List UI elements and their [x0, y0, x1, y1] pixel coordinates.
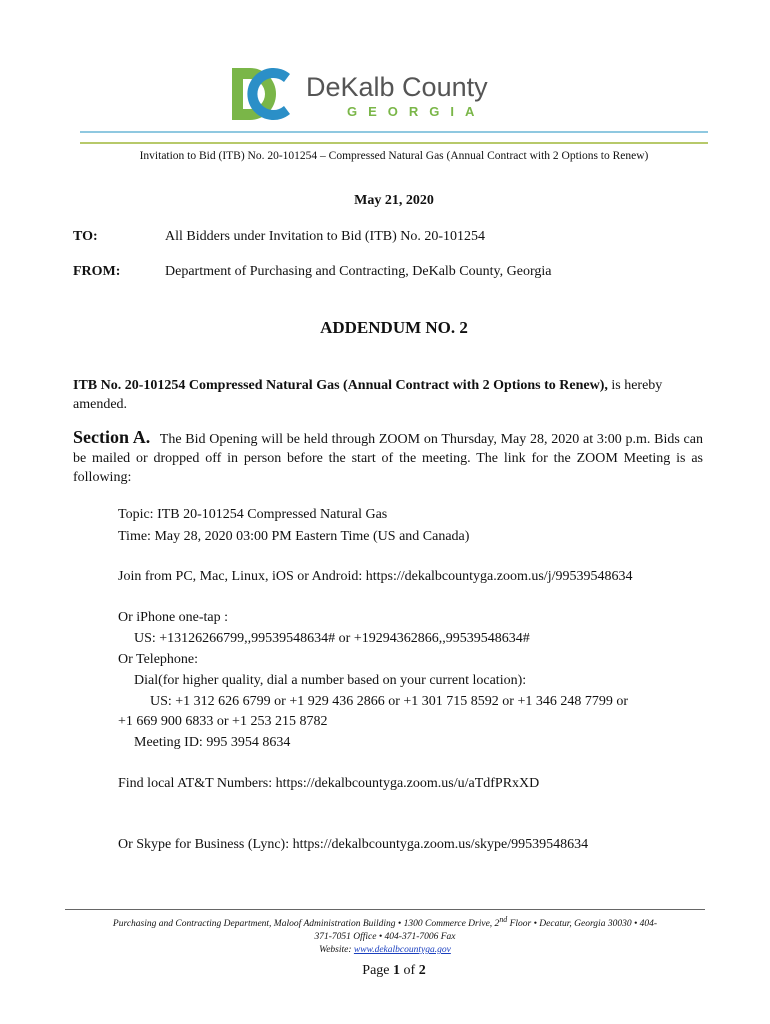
footer-line1-sup: nd [499, 915, 508, 924]
section-a-text: The Bid Opening will be held through ZOOM on Thursday, May 28, 2020 at 3:00 p.m. Bids can be mailed or dropped off in person before the start of the meeting. The link for the ZOOM Meeting is as following: [73, 432, 703, 485]
memo-date: May 21, 2020 [354, 193, 434, 208]
zoom-att-numbers-link[interactable]: Find local AT&T Numbers: https://dekalbcountyga.zoom.us/u/aTdfPRxXD [118, 776, 540, 791]
section-a-paragraph [73, 428, 703, 487]
footer-line2: 371-7051 Office • 404-371-7006 Fax [314, 932, 456, 943]
itb-header-line: Invitation to Bid (ITB) No. 20-101254 – Compressed Natural Gas (Annual Contract with 2 Options to Renew) [139, 150, 649, 162]
page-current: 1 [393, 963, 401, 978]
zoom-dial-instruction: Dial(for higher quality, dial a number based on your current location): [134, 673, 527, 688]
zoom-iphone-label: Or iPhone one-tap : [118, 610, 229, 625]
zoom-time: Time: May 28, 2020 03:00 PM Eastern Time (US and Canada) [118, 529, 470, 544]
zoom-us-numbers-2: +1 669 900 6833 or +1 253 215 8782 [118, 714, 328, 729]
footer-address [65, 913, 705, 957]
from-value: Department of Purchasing and Contracting, DeKalb County, Georgia [165, 264, 552, 279]
itb-paragraph-rest: is hereby amended. [73, 378, 663, 412]
zoom-telephone-label: Or Telephone: [118, 652, 199, 667]
section-a-label: Section A. [73, 427, 151, 447]
zoom-meeting-id: Meeting ID: 995 3954 8634 [134, 735, 291, 750]
page-prefix: Page [362, 963, 394, 978]
footer-rule [65, 909, 705, 910]
zoom-join-link[interactable]: Join from PC, Mac, Linux, iOS or Android: https://dekalbcountyga.zoom.us/j/99539548634 [118, 569, 633, 584]
footer-line1-b: Floor • Decatur, Georgia 30030 • 404- [507, 919, 658, 930]
footer-website-label: Website: [319, 945, 354, 956]
header-rule-green [80, 142, 708, 144]
itb-paragraph-bold: ITB No. 20-101254 Compressed Natural Gas (Annual Contract with 2 Options to Renew), [73, 378, 608, 393]
logo-wordmark: DeKalb County [306, 72, 488, 102]
addendum-title: ADDENDUM NO. 2 [320, 318, 468, 337]
page-of: of [400, 963, 419, 978]
zoom-topic: Topic: ITB 20-101254 Compressed Natural Gas [118, 507, 388, 522]
zoom-iphone-numbers: US: +13126266799,,99539548634# or +19294362866,,99539548634# [134, 631, 530, 646]
header-rule-blue [80, 131, 708, 133]
itb-paragraph [73, 376, 703, 414]
footer-website-link[interactable]: www.dekalbcountyga.gov [353, 945, 451, 956]
to-label: TO: [73, 229, 98, 244]
to-value: All Bidders under Invitation to Bid (ITB) No. 20-101254 [165, 229, 486, 244]
dc-monogram-icon [232, 68, 290, 120]
zoom-us-numbers-1: US: +1 312 626 6799 or +1 929 436 2866 or +1 301 715 8592 or +1 346 248 7799 or [150, 694, 629, 709]
page-number [80, 963, 708, 979]
footer-line1-a: Purchasing and Contracting Department, Maloof Administration Building • 1300 Commerce Drive, 2 [112, 919, 500, 930]
logo-state: GEORGIA [347, 104, 486, 119]
page-total: 2 [418, 963, 426, 978]
dekalb-county-logo [232, 68, 532, 120]
zoom-skype-link[interactable]: Or Skype for Business (Lync): https://dekalbcountyga.zoom.us/skype/99539548634 [118, 837, 589, 852]
from-label: FROM: [73, 264, 121, 279]
